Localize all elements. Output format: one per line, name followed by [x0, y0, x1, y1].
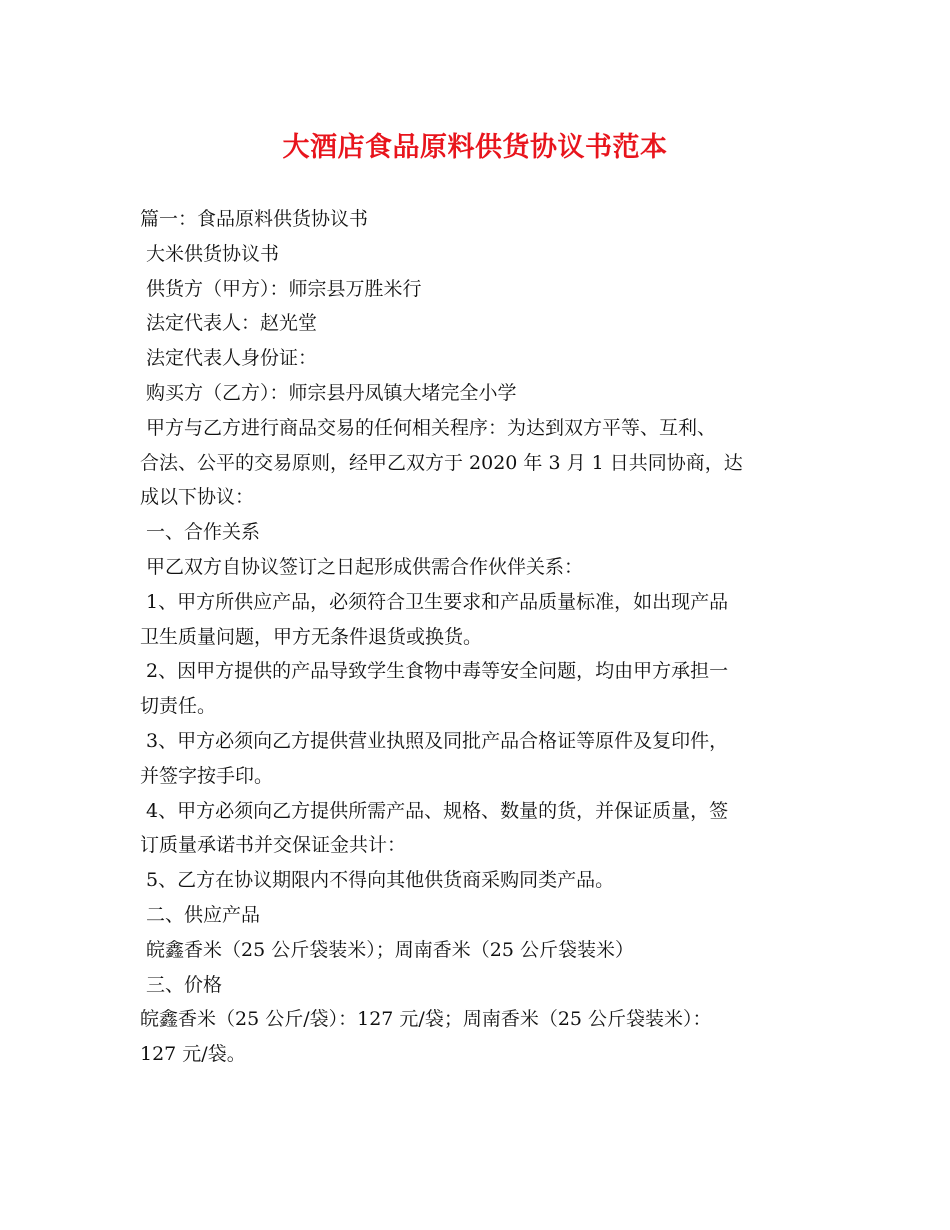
text-line: 甲方与乙方进行商品交易的任何相关程序：为达到双方平等、互利、 [140, 416, 717, 439]
text-line: 2、因甲方提供的产品导致学生食物中毒等安全问题，均由甲方承担一 [140, 660, 729, 683]
text-line: 二、供应产品 [140, 903, 261, 926]
text-line: 成以下协议： [140, 486, 255, 509]
text-line: 一、合作关系 [140, 521, 261, 544]
text-line: 大米供货协议书 [140, 242, 280, 265]
text-line: 皖鑫香米（25 公斤袋装米）；周南香米（25 公斤袋装米） [140, 938, 634, 961]
text-line: 三、价格 [140, 973, 223, 996]
text-line: 5、乙方在协议期限内不得向其他供货商采购同类产品。 [140, 869, 615, 892]
text-line: 4、甲方必须向乙方提供所需产品、规格、数量的货，并保证质量，签 [140, 799, 729, 822]
document-body [140, 202, 812, 1072]
text-line: 3、甲方必须向乙方提供营业执照及同批产品合格证等原件及复印件， [140, 729, 729, 752]
text-line: 订质量承诺书并交保证金共计： [140, 834, 407, 857]
text-line: 卫生质量问题，甲方无条件退货或换货。 [140, 625, 483, 648]
text-line: 甲乙双方自协议签订之日起形成供需合作伙伴关系： [140, 555, 584, 578]
text-line: 切责任。 [140, 695, 217, 718]
text-line: 供货方（甲方）：师宗县万胜米行 [140, 277, 422, 300]
text-line: 法定代表人：赵光堂 [140, 312, 318, 335]
text-line: 合法、公平的交易原则，经甲乙双方于 2020 年 3 月 1 日共同协商，达 [140, 451, 743, 474]
text-line: 篇一：食品原料供货协议书 [140, 208, 369, 230]
text-line: 并签字按手印。 [140, 764, 274, 787]
text-line: 购买方（乙方）：师宗县丹凤镇大堵完全小学 [140, 381, 517, 404]
text-line: 皖鑫香米（25 公斤/袋）：127 元/袋；周南香米（25 公斤袋装米）： [140, 1008, 712, 1031]
text-line: 127 元/袋。 [140, 1043, 246, 1066]
document-title: 大酒店食品原料供货协议书范本 [282, 132, 668, 163]
text-line: 法定代表人身份证： [140, 347, 318, 370]
text-line: 1、甲方所供应产品，必须符合卫生要求和产品质量标准，如出现产品 [140, 590, 729, 613]
